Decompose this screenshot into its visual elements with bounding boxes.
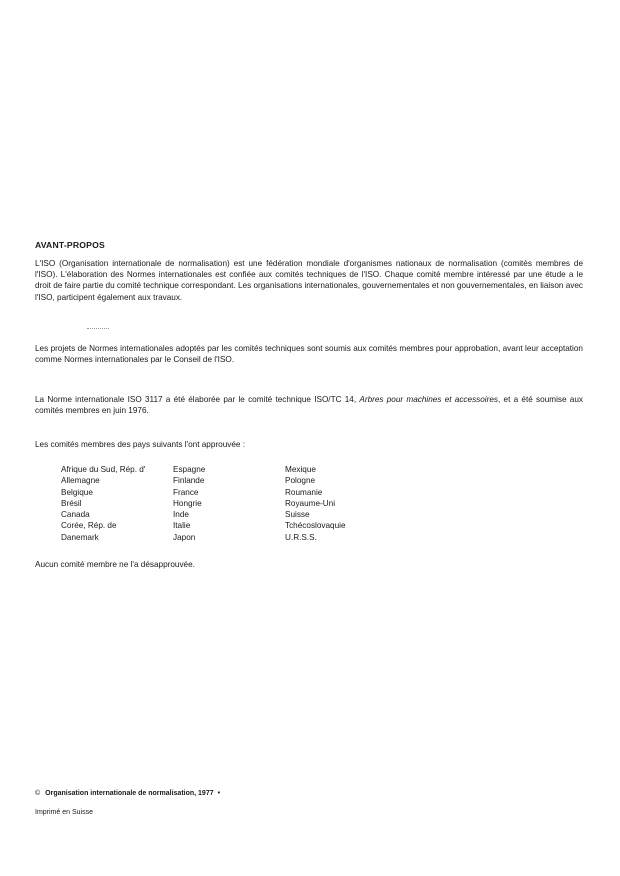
paragraph-approval-process: Les projets de Normes internationales adoptés par les comités techniques sont soumis aux comités membres pour approbation, avant leur acceptation comme Normes internationales par le Conseil de l'ISO. xyxy=(35,344,583,365)
paragraph-standard-origin-start: La Norme internationale ISO 3117 a été élaborée par le comité technique ISO/TC 14, xyxy=(35,395,360,404)
country-item: Finlande xyxy=(173,476,205,486)
committee-title: Arbres pour machines et accessoires xyxy=(359,395,498,404)
country-item: Italie xyxy=(173,521,191,531)
paragraph-approving-members: Les comités membres des pays suivants l'ont approuvée : xyxy=(35,440,245,449)
country-item: Corée, Rép. de xyxy=(61,521,117,531)
country-item: Brésil xyxy=(61,498,82,508)
country-item: Mexique xyxy=(285,465,316,474)
country-item: Tchécoslovaquie xyxy=(285,521,346,531)
country-column-2 xyxy=(173,464,205,543)
copyright-line xyxy=(35,790,220,797)
copyright-text: Organisation internationale de normalisation, 1977 xyxy=(45,790,214,797)
country-item: Danemark xyxy=(61,532,99,542)
copyright-symbol: © xyxy=(35,790,41,797)
country-item: Japon xyxy=(173,532,196,542)
country-item: France xyxy=(173,487,199,497)
country-item: Canada xyxy=(61,510,90,520)
country-item: Afrique du Sud, Rép. d' xyxy=(61,465,146,474)
country-item: U.R.S.S. xyxy=(285,532,317,542)
country-item: Royaume-Uni xyxy=(285,498,336,508)
paragraph-standard-origin xyxy=(35,394,583,416)
country-column-3 xyxy=(285,464,346,543)
country-item: Suisse xyxy=(285,510,310,520)
section-heading: AVANT-PROPOS xyxy=(35,240,105,250)
paragraph-standard-origin-end: , et a été soumise aux comités membres en juin 1976. xyxy=(35,395,583,416)
scan-artifact-mark xyxy=(87,328,109,330)
country-column-1 xyxy=(61,464,145,543)
paragraph-iso-intro: L'ISO (Organisation internationale de normalisation) est une fédération mondiale d'organismes nationaux de normalisation (comités membres de l'ISO). L'élaboration des Normes internationales est confiée aux comités techniques de l'ISO. Chaque comité membre intéressé par une étude a le droit de faire partie du comité technique correspondant. Les organisations internationales, gouvernementales et non gouvernementales, en liaison avec l'ISO, participent également aux travaux. xyxy=(35,259,583,302)
country-item: Espagne xyxy=(173,465,206,474)
paragraph-no-disapproval: Aucun comité membre ne l'a désapprouvée. xyxy=(35,560,195,569)
country-item: Hongrie xyxy=(173,498,202,508)
country-item: Pologne xyxy=(285,476,316,486)
bullet-icon: • xyxy=(217,790,221,797)
country-item: Inde xyxy=(173,510,189,520)
country-item: Roumanie xyxy=(285,487,323,497)
country-item: Belgique xyxy=(61,487,93,497)
printed-in-note: Imprimé en Suisse xyxy=(35,809,93,816)
country-item: Allemagne xyxy=(61,476,100,486)
